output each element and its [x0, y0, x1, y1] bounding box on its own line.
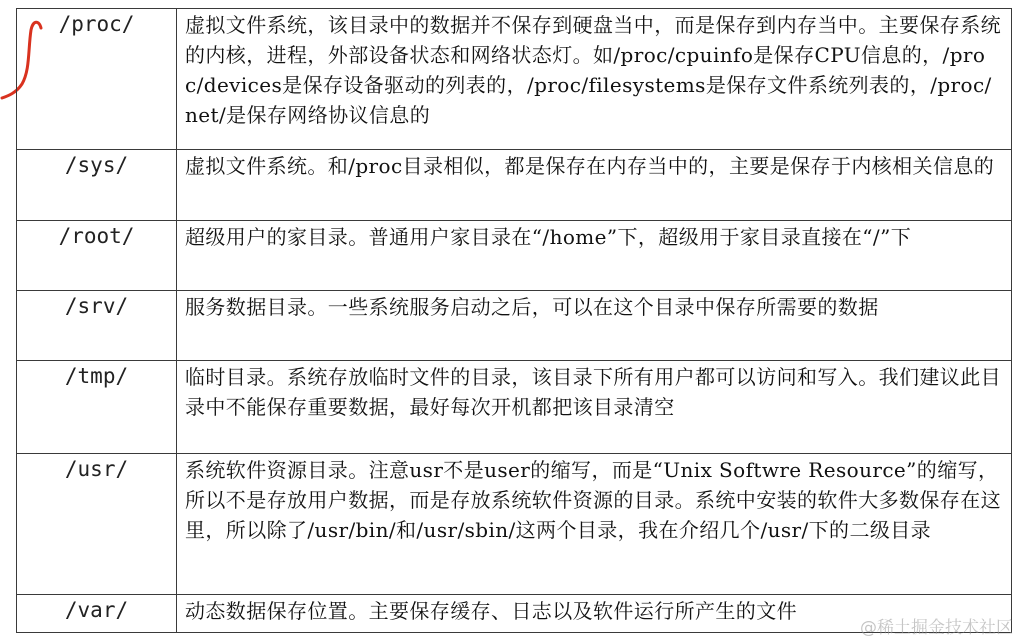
- description-cell: 临时目录。系统存放临时文件的目录，该目录下所有用户都可以访问和写入。我们建议此目录中不能保存重要数据，最好每次开机都把该目录清空: [177, 361, 1012, 454]
- directory-table: [16, 8, 1012, 633]
- watermark: @稀土掘金技术社区: [860, 618, 1013, 638]
- description-cell: 动态数据保存位置。主要保存缓存、日志以及软件运行所产生的文件: [177, 595, 1012, 633]
- table-row: [17, 291, 1012, 361]
- table-row: [17, 361, 1012, 454]
- table-row: [17, 150, 1012, 221]
- path-cell: /var/: [17, 595, 177, 633]
- path-cell: /root/: [17, 221, 177, 291]
- path-cell: /usr/: [17, 454, 177, 595]
- path-cell: /srv/: [17, 291, 177, 361]
- path-cell: /proc/: [17, 9, 177, 150]
- path-cell: /sys/: [17, 150, 177, 221]
- description-cell: 虚拟文件系统。和/proc目录相似，都是保存在内存当中的，主要是保存于内核相关信息的: [177, 150, 1012, 221]
- table-row: [17, 454, 1012, 595]
- table-row: [17, 221, 1012, 291]
- description-cell: 系统软件资源目录。注意usr不是user的缩写，而是“Unix Softwre Resource”的缩写，所以不是存放用户数据，而是存放系统软件资源的目录。系统中安装的软件大多数保存在这里，所以除了/usr/bin/和/usr/sbin/这两个目录，我在介绍几个/usr/下的二级目录: [177, 454, 1012, 595]
- description-cell: 虚拟文件系统，该目录中的数据并不保存到硬盘当中，而是保存到内存当中。主要保存系统的内核，进程，外部设备状态和网络状态灯。如/proc/cpuinfo是保存CPU信息的，/proc/devices是保存设备驱动的列表的，/proc/filesystems是保存文件系统列表的，/proc/net/是保存网络协议信息的: [177, 9, 1012, 150]
- description-cell: 超级用户的家目录。普通用户家目录在“/home”下，超级用于家目录直接在“/”下: [177, 221, 1012, 291]
- description-cell: 服务数据目录。一些系统服务启动之后，可以在这个目录中保存所需要的数据: [177, 291, 1012, 361]
- path-cell: /tmp/: [17, 361, 177, 454]
- table-row: [17, 595, 1012, 633]
- table-row: [17, 9, 1012, 150]
